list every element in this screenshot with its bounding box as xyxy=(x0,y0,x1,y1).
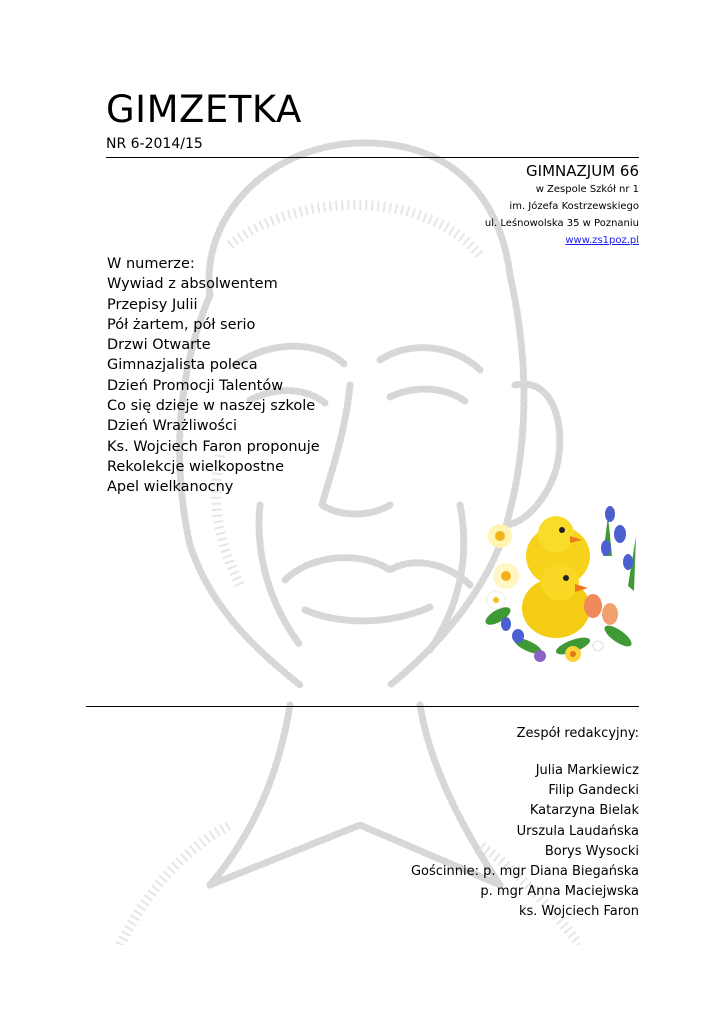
contents-item: Wywiad z absolwentem xyxy=(107,276,278,293)
editorial-heading: Zespół redakcyjny: xyxy=(516,726,639,741)
editorial-member: ks. Wojciech Faron xyxy=(518,904,639,920)
contents-item: Drzwi Otwarte xyxy=(107,337,211,354)
header-divider xyxy=(106,157,639,158)
school-name: GIMNAZJUM 66 xyxy=(526,162,639,180)
contents-item: Dzień Wrażliwości xyxy=(107,418,238,435)
contents-item: Gimnazjalista poleca xyxy=(107,357,258,374)
editorial-team xyxy=(411,724,639,923)
editorial-member: p. mgr Anna Maciejwska xyxy=(480,884,639,900)
editorial-divider xyxy=(86,706,639,707)
school-line-1: w Zespole Szkół nr 1 xyxy=(535,184,639,195)
contents-item: Co się dzieje w naszej szkole xyxy=(107,398,316,415)
school-info xyxy=(485,161,639,249)
contents-item: Ks. Wojciech Faron proponuje xyxy=(107,438,320,455)
contents-item: Rekolekcje wielkopostne xyxy=(107,458,284,475)
newsletter-title: GIMZETKA xyxy=(106,88,302,131)
editorial-member: Filip Gandecki xyxy=(548,783,639,799)
school-website-link[interactable]: www.zs1poz.pl xyxy=(565,235,639,246)
editorial-member: Katarzyna Bielak xyxy=(529,803,639,819)
editorial-member: Borys Wysocki xyxy=(544,843,639,859)
easter-chicks-illustration xyxy=(478,496,641,670)
contents-item: Apel wielkanocny xyxy=(107,479,234,496)
editorial-member: Julia Markiewicz xyxy=(535,763,639,778)
contents-item: Pół żartem, pół serio xyxy=(107,316,256,333)
table-of-contents xyxy=(107,254,320,498)
editorial-member: Gościnnie: p. mgr Diana Biegańska xyxy=(410,864,639,880)
contents-item: Dzień Promocji Talentów xyxy=(107,377,284,394)
contents-heading: W numerze: xyxy=(107,256,195,272)
school-line-2: im. Józefa Kostrzewskiego xyxy=(509,201,639,212)
editorial-member: Urszula Laudańska xyxy=(516,823,639,839)
school-address: ul. Leśnowolska 35 w Poznaniu xyxy=(484,218,639,229)
contents-item: Przepisy Julii xyxy=(107,296,198,313)
issue-number: NR 6-2014/15 xyxy=(106,136,203,152)
